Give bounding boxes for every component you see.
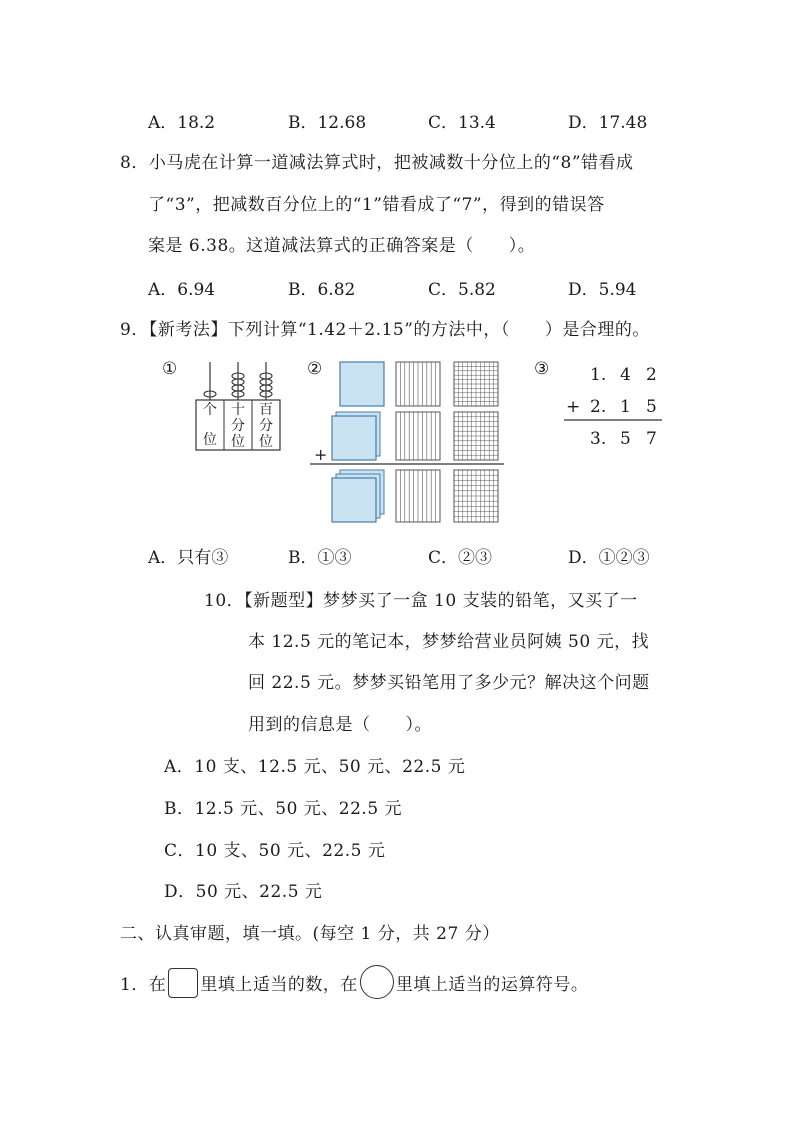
section2-q1-prefix: 1．在	[120, 975, 167, 995]
calc-row2-d2: 5	[646, 397, 657, 417]
q8-text-line3: 案是 6.38。这道减法算式的正确答案是（ ）。	[148, 236, 536, 256]
vertical-calculation	[564, 365, 662, 449]
q8-option-a[interactable]: A．6.94	[148, 280, 216, 300]
q8-text-line2: 了“3”，把减数百分位上的“1”错看成了“7”，得到的错误答	[148, 195, 605, 215]
section2-q1	[120, 965, 588, 999]
section2-q1-suffix: 里填上适当的运算符号。	[395, 975, 589, 995]
q9-options	[148, 543, 708, 567]
q10-text-line4: 用到的信息是（ ）。	[248, 715, 432, 735]
hundredths-grid	[454, 470, 498, 522]
calc-row3-int: 3.	[590, 429, 607, 449]
calc-row2-int: 2.	[590, 397, 607, 417]
abacus-label-ge: 个	[203, 402, 217, 418]
q9-option-a[interactable]: A．只有③	[148, 548, 229, 568]
q10-text-line3: 回 22.5 元。梦梦买铅笔用了多少元？解决这个问题	[248, 673, 650, 693]
q8-text-line1: 8．小马虎在计算一道减法算式时，把被减数十分位上的“8”错看成	[120, 153, 634, 173]
hundredths-grid	[454, 412, 498, 460]
abacus-label-shi: 十	[231, 402, 245, 418]
section2-q1-mid: 里填上适当的数，在	[200, 975, 358, 995]
figure-marker-3: ③	[534, 359, 550, 379]
figure-marker-1: ①	[162, 359, 178, 379]
calc-row1-d2: 2	[646, 365, 657, 385]
q9-option-d[interactable]: D．①②③	[568, 548, 650, 568]
q10-text-line1: 10．【新题型】梦梦买了一盒 10 支装的铅笔，又买了一	[204, 591, 638, 611]
calc-row3-d2: 7	[646, 429, 657, 449]
hundredths-grid	[454, 362, 498, 406]
calc-plus: +	[566, 397, 581, 417]
calc-row1-int: 1.	[590, 365, 607, 385]
q9-figure	[150, 350, 680, 530]
q9-option-c[interactable]: C．②③	[428, 548, 493, 568]
section2-heading: 二、认真审题，填一填。(每空 1 分，共 27 分）	[120, 924, 500, 944]
q7-option-b[interactable]: B．12.68	[288, 113, 367, 133]
abacus-label-fen-2: 分	[259, 418, 273, 434]
q10-option-c[interactable]: C．10 支、50 元、22.5 元	[164, 841, 386, 861]
place-value-blocks	[310, 362, 504, 522]
tenths-strips	[396, 470, 440, 522]
q7-option-a[interactable]: A．18.2	[148, 113, 216, 133]
abacus-label-wei-2: 位	[231, 434, 245, 450]
q10-option-b[interactable]: B．12.5 元、50 元、22.5 元	[164, 799, 403, 819]
abacus-label-fen-1: 分	[231, 418, 245, 434]
blocks-plus-sign: +	[314, 445, 328, 464]
figure-marker-2: ②	[307, 359, 323, 379]
answer-box-icon	[168, 968, 198, 998]
q10-option-a[interactable]: A．10 支、12.5 元、50 元、22.5 元	[164, 757, 466, 777]
q8-option-b[interactable]: B．6.82	[288, 280, 356, 300]
q10-text-line2: 本 12.5 元的笔记本，梦梦给营业员阿姨 50 元，找	[248, 632, 650, 652]
q7-option-d[interactable]: D．17.48	[568, 113, 648, 133]
q7-options	[148, 108, 708, 132]
abacus-label-wei-3: 位	[259, 434, 273, 450]
q8-options	[148, 275, 708, 299]
abacus-label-wei-1: 位	[203, 432, 217, 448]
answer-circle-icon	[360, 965, 394, 999]
calc-row3-d1: 5	[620, 429, 631, 449]
calc-row1-d1: 4	[620, 365, 631, 385]
calc-row2-d1: 1	[620, 397, 631, 417]
q10-option-d[interactable]: D．50 元、22.5 元	[164, 882, 323, 902]
abacus-label-bai: 百	[259, 402, 273, 418]
abacus-drawing	[196, 362, 280, 450]
q7-option-c[interactable]: C．13.4	[428, 113, 496, 133]
tenths-strips	[396, 362, 440, 406]
q9-option-b[interactable]: B．①③	[288, 548, 352, 568]
tenths-strips	[396, 412, 440, 460]
q8-option-c[interactable]: C．5.82	[428, 280, 496, 300]
q9-text-line1: 9．【新考法】下列计算“1.42＋2.15”的方法中，（ ）是合理的。	[120, 320, 650, 340]
q8-option-d[interactable]: D．5.94	[568, 280, 637, 300]
